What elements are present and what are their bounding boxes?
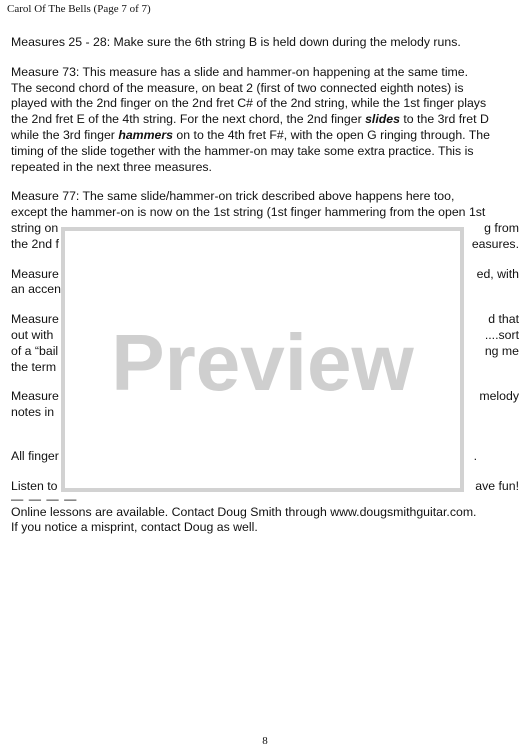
text-run: melody	[479, 389, 519, 404]
text-line: played with the 2nd finger on the 2nd fret C# of the 2nd string, while the 1st finger plays	[11, 96, 487, 111]
text-run: ave fun!	[475, 478, 519, 493]
text-run: Measure	[11, 312, 59, 327]
text-run: the 2nd fret E of the 4th string. For the next chord, the 2nd finger	[11, 112, 366, 127]
text-run: on to the 4th fret F#, with the open G ringing through. The	[173, 127, 490, 142]
preview-watermark: Preview	[111, 318, 414, 407]
text-run: out with	[11, 327, 54, 342]
text-line: Measure 77: The same slide/hammer-on trick described above happens here too,	[11, 189, 455, 204]
emphasis-hammers: hammers	[118, 127, 174, 142]
paragraph-measure-73	[11, 65, 519, 176]
text-run: easures.	[471, 236, 519, 251]
text-line: Online lessons are available. Contact Doug Smith through www.dougsmithguitar.com.	[11, 504, 477, 519]
text-run: Listen to	[11, 478, 58, 493]
text-line: If you notice a misprint, contact Doug as well.	[11, 520, 258, 535]
emphasis-slides: slides	[365, 112, 400, 127]
preview-overlay	[61, 227, 464, 492]
text-run: the 2nd f	[11, 236, 59, 251]
text-line: Measures 25 - 28: Make sure the 6th string B is held down during the melody runs.	[11, 35, 461, 49]
text-run: to the 3rd fret D	[399, 112, 489, 127]
text-run: ed, with	[476, 266, 519, 281]
text-run: while the 3rd finger	[11, 127, 119, 142]
paragraph-measures-25-28	[11, 35, 519, 51]
text-line: Measure 73: This measure has a slide and hammer-on happening at the same time.	[11, 64, 469, 79]
text-line	[11, 112, 519, 128]
text-line	[11, 128, 519, 144]
text-run: Measure	[11, 389, 59, 404]
text-line: an accen	[11, 282, 61, 297]
text-line: timing of the slide together with the hammer-on may take some extra practice. This is	[11, 143, 474, 158]
text-line: The second chord of the measure, on beat 2 (first of two connected eighth notes) is	[11, 80, 464, 95]
paragraph-footer-contact	[11, 505, 519, 537]
text-line: the term	[11, 359, 57, 374]
text-run: d that	[488, 312, 519, 327]
page-header-title: Carol Of The Bells (Page 7 of 7)	[7, 3, 151, 15]
text-run: All finger	[11, 448, 59, 463]
text-run: of a “bail	[11, 343, 59, 358]
text-line: notes in	[11, 405, 55, 420]
text-line: except the hammer-on is now on the 1st string (1st finger hammering from the open 1st	[11, 205, 486, 220]
text-run: string on	[11, 220, 59, 235]
text-line: repeated in the next three measures.	[11, 159, 212, 174]
text-run: Measure	[11, 266, 59, 281]
dash-separator: — — — —	[11, 494, 78, 505]
page-number: 8	[262, 735, 268, 747]
text-run: g from	[484, 220, 519, 235]
text-run: ....sort	[484, 327, 519, 342]
text-run: ng me	[484, 343, 519, 358]
text-run: .	[473, 448, 477, 463]
